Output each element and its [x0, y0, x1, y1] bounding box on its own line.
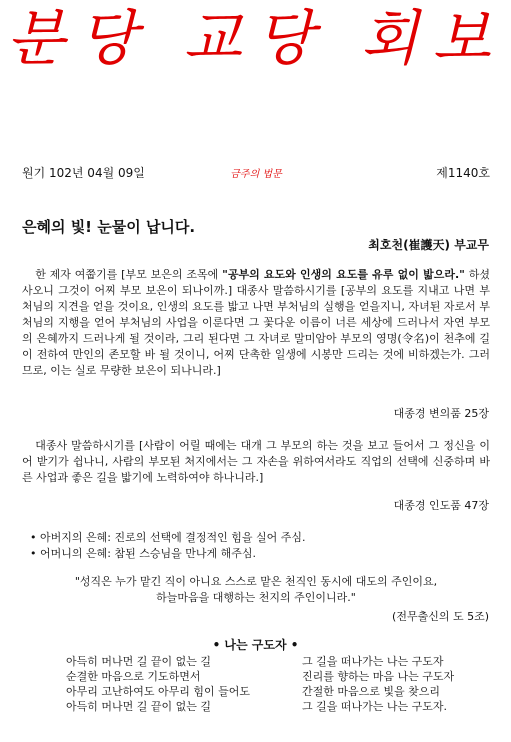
paragraph-1-bold: "공부의 요도와 인생의 요도를 유루 없이 밟으라.": [222, 268, 465, 281]
source-citation-2: 대종경 인도품 47장: [393, 499, 489, 512]
info-bar: [22, 164, 490, 180]
issue-date: 원기 102년 04월 09일: [22, 166, 145, 180]
quote-line-1: "성직은 누가 맡긴 직이 아니요 스스로 맡은 천직인 동시에 대도의 주인이요,: [74, 575, 438, 588]
poem-line: 진리를 향하는 마음 나는 구도자: [302, 670, 455, 683]
paragraph-1-part-b: 하셨사오니 그것이 어찌 부모 보은이 되나이까.] 대종사 말씀하시기를 [공부의 요도를 지내고 나면 부처님의 지견을 얻을 것이요, 인생의 요도를 밟고 나면 부처님의 실행을 얻을지니, 자녀된 자로서 부처님의 지행을 얻어 부처님의 사업을 이룬다면 그 꽃다운 이름이 너른 세상에 드러나서 자연 부모의 은혜까지 드러나게 될 것이라, 그리 된다면 그 자녀로 말미암아 부모의 영명(令名)이 천추에 길이 전하여 만인의 존모할 바 될 것이니, 어찌 단촉한 일생에 시봉만 드리는 것에 비하겠는가. 그러므로, 이는 실로 무량한 보은이 되나니라.]: [22, 268, 490, 377]
paragraph-2: 대종사 말씀하시기를 [사람이 어릴 때에는 대개 그 부모의 하는 것을 보고 들어서 그 정신을 이어 받기가 쉽나니, 사람의 부모된 처지에서는 그 자손을 위하여서라도 직업의 선택에 신중하며 바른 사업과 좋은 길을 밟기에 노력하여야 하나니라.]: [22, 439, 490, 484]
poem-left-column: [66, 654, 250, 714]
quote: [22, 574, 490, 606]
paragraph-1-part-a: 한 제자 여쭙기를 [부모 보은의 조목에: [35, 268, 223, 281]
list-item: • 아버지의 은혜: 진로의 선택에 결정적인 힘을 실어 주심.: [30, 530, 305, 546]
poem-title: • 나는 구도자 •: [212, 638, 299, 652]
article-title: 은혜의 빛! 눈물이 납니다.: [22, 218, 196, 236]
issue-number: 제1140호: [436, 166, 490, 180]
article-author: 최호천(崔護天) 부교무: [368, 238, 489, 252]
poem-line: 그 길을 떠나가는 나는 구도자: [302, 655, 444, 668]
poem-line: 아득히 머나먼 길 끝이 없는 길: [66, 655, 211, 668]
poem-right-column: [302, 654, 454, 714]
poem-line: 간절한 마음으로 빛을 찾으리: [302, 685, 441, 698]
grace-list: [30, 530, 305, 562]
poem-line: 순결한 마음으로 기도하면서: [66, 670, 201, 683]
poem-line: 아무리 고난하여도 아무리 힘이 들어도: [66, 685, 251, 698]
list-item: • 어머니의 은혜: 참된 스승님을 만나게 해주심.: [30, 546, 305, 562]
paragraph-1: [22, 267, 490, 379]
quote-source: (전무출신의 도 5조): [392, 610, 489, 623]
poem-line: 그 길을 떠나가는 나는 구도자.: [302, 700, 447, 713]
source-citation-1: 대종경 변의품 25장: [393, 407, 489, 420]
section-subtitle: 금주의 법문: [230, 169, 282, 180]
poem-line: 아득히 머나먼 길 끝이 없는 길: [66, 700, 211, 713]
quote-line-2: 하늘마음을 대행하는 천지의 주인이니라.": [156, 591, 356, 604]
masthead-title: 분당 교당 회보: [6, 4, 505, 74]
